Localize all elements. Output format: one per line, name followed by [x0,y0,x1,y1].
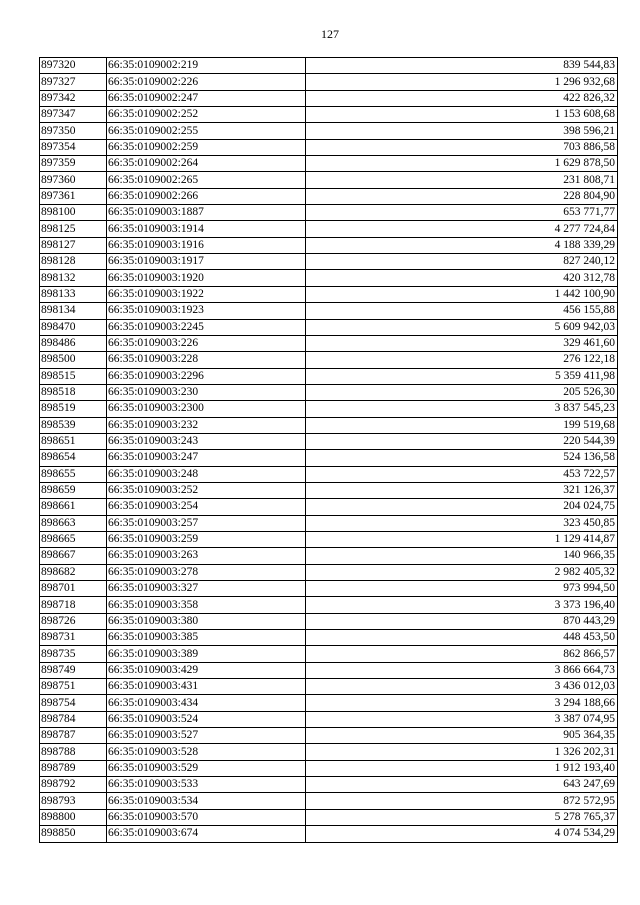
row-number-cell: 898793 [40,793,107,809]
table-row [40,744,618,760]
cadastral-value-cell: 3 866 664,73 [306,662,618,678]
table-row [40,482,618,498]
row-number-cell: 898470 [40,319,107,335]
table-row [40,58,618,74]
table-row [40,221,618,237]
table-row [40,270,618,286]
table-row [40,417,618,433]
table-row [40,368,618,384]
cadastral-number-cell: 66:35:0109003:2296 [107,368,306,384]
cadastral-number-cell: 66:35:0109002:219 [107,58,306,74]
cadastral-value-cell: 199 519,68 [306,417,618,433]
cadastral-number-cell: 66:35:0109003:228 [107,352,306,368]
cadastral-value-cell: 3 294 188,66 [306,695,618,711]
cadastral-number-cell: 66:35:0109003:252 [107,482,306,498]
cadastral-value-cell: 5 609 942,03 [306,319,618,335]
cadastral-value-cell: 3 373 196,40 [306,597,618,613]
row-number-cell: 898701 [40,581,107,597]
cadastral-number-cell: 66:35:0109003:380 [107,613,306,629]
row-number-cell: 898787 [40,728,107,744]
cadastral-value-cell: 204 024,75 [306,499,618,515]
cadastral-number-cell: 66:35:0109002:252 [107,107,306,123]
cadastral-value-cell: 3 387 074,95 [306,711,618,727]
row-number-cell: 898515 [40,368,107,384]
table-row [40,401,618,417]
cadastral-number-cell: 66:35:0109003:254 [107,499,306,515]
row-number-cell: 898665 [40,531,107,547]
cadastral-value-cell: 323 450,85 [306,515,618,531]
table-row [40,695,618,711]
table-row [40,809,618,825]
table-row [40,107,618,123]
page-number: 127 [321,27,339,41]
table-row [40,793,618,809]
table-body [40,58,618,843]
cadastral-value-cell: 703 886,58 [306,139,618,155]
cadastral-value-cell: 4 188 339,29 [306,237,618,253]
cadastral-value-cell: 3 436 012,03 [306,679,618,695]
cadastral-number-cell: 66:35:0109003:259 [107,531,306,547]
table-row [40,581,618,597]
table-row [40,188,618,204]
cadastral-value-cell: 140 966,35 [306,548,618,564]
cadastral-number-cell: 66:35:0109003:327 [107,581,306,597]
table-row [40,531,618,547]
cadastral-value-cell: 1 442 100,90 [306,286,618,302]
row-number-cell: 898100 [40,205,107,221]
row-number-cell: 898518 [40,384,107,400]
cadastral-value-cell: 231 808,71 [306,172,618,188]
cadastral-number-cell: 66:35:0109003:534 [107,793,306,809]
cadastral-number-cell: 66:35:0109003:1887 [107,205,306,221]
row-number-cell: 898682 [40,564,107,580]
cadastral-number-cell: 66:35:0109003:431 [107,679,306,695]
table-row [40,499,618,515]
cadastral-value-cell: 872 572,95 [306,793,618,809]
table-row [40,450,618,466]
row-number-cell: 897347 [40,107,107,123]
row-number-cell: 897354 [40,139,107,155]
table-row [40,139,618,155]
row-number-cell: 898128 [40,254,107,270]
table-row [40,777,618,793]
cadastral-number-cell: 66:35:0109003:2300 [107,401,306,417]
table-row [40,564,618,580]
cadastral-value-cell: 862 866,57 [306,646,618,662]
row-number-cell: 897361 [40,188,107,204]
cadastral-value-cell: 905 364,35 [306,728,618,744]
row-number-cell: 898651 [40,433,107,449]
row-number-cell: 898749 [40,662,107,678]
row-number-cell: 898519 [40,401,107,417]
table-row [40,597,618,613]
table-row [40,515,618,531]
row-number-cell: 898754 [40,695,107,711]
table-row [40,156,618,172]
cadastral-value-cell: 5 359 411,98 [306,368,618,384]
row-number-cell: 898663 [40,515,107,531]
row-number-cell: 898726 [40,613,107,629]
row-number-cell: 898500 [40,352,107,368]
table-row [40,74,618,90]
cadastral-number-cell: 66:35:0109003:248 [107,466,306,482]
cadastral-value-cell: 422 826,32 [306,90,618,106]
cadastral-value-cell: 1 629 878,50 [306,156,618,172]
row-number-cell: 898788 [40,744,107,760]
cadastral-number-cell: 66:35:0109003:529 [107,760,306,776]
cadastral-number-cell: 66:35:0109002:226 [107,74,306,90]
table-row [40,172,618,188]
cadastral-number-cell: 66:35:0109002:255 [107,123,306,139]
cadastral-value-cell: 2 982 405,32 [306,564,618,580]
cadastral-value-cell: 1 296 932,68 [306,74,618,90]
table-row [40,548,618,564]
cadastral-value-cell: 453 722,57 [306,466,618,482]
cadastral-number-cell: 66:35:0109003:257 [107,515,306,531]
cadastral-number-cell: 66:35:0109003:232 [107,417,306,433]
cadastral-value-cell: 329 461,60 [306,335,618,351]
cadastral-value-cell: 398 596,21 [306,123,618,139]
cadastral-value-cell: 827 240,12 [306,254,618,270]
table-row [40,205,618,221]
row-number-cell: 898655 [40,466,107,482]
cadastral-value-cell: 524 136,58 [306,450,618,466]
row-number-cell: 898539 [40,417,107,433]
cadastral-number-cell: 66:35:0109003:358 [107,597,306,613]
cadastral-number-cell: 66:35:0109003:434 [107,695,306,711]
cadastral-value-cell: 870 443,29 [306,613,618,629]
table-row [40,760,618,776]
cadastral-value-table [39,57,618,843]
cadastral-value-cell: 220 544,39 [306,433,618,449]
cadastral-number-cell: 66:35:0109003:528 [107,744,306,760]
table-row [40,613,618,629]
cadastral-number-cell: 66:35:0109003:2245 [107,319,306,335]
row-number-cell: 898125 [40,221,107,237]
cadastral-value-cell: 973 994,50 [306,581,618,597]
cadastral-value-cell: 1 326 202,31 [306,744,618,760]
cadastral-number-cell: 66:35:0109003:429 [107,662,306,678]
row-number-cell: 898659 [40,482,107,498]
cadastral-number-cell: 66:35:0109003:524 [107,711,306,727]
table-row [40,90,618,106]
row-number-cell: 898850 [40,826,107,842]
cadastral-value-cell: 276 122,18 [306,352,618,368]
row-number-cell: 897327 [40,74,107,90]
cadastral-number-cell: 66:35:0109003:247 [107,450,306,466]
table-row [40,335,618,351]
cadastral-number-cell: 66:35:0109003:527 [107,728,306,744]
row-number-cell: 898132 [40,270,107,286]
cadastral-number-cell: 66:35:0109003:1916 [107,237,306,253]
cadastral-number-cell: 66:35:0109003:243 [107,433,306,449]
row-number-cell: 897360 [40,172,107,188]
cadastral-value-cell: 1 912 193,40 [306,760,618,776]
table-row [40,466,618,482]
row-number-cell: 898133 [40,286,107,302]
cadastral-number-cell: 66:35:0109003:1923 [107,303,306,319]
table-row [40,679,618,695]
cadastral-number-cell: 66:35:0109003:389 [107,646,306,662]
cadastral-number-cell: 66:35:0109003:1917 [107,254,306,270]
cadastral-value-cell: 456 155,88 [306,303,618,319]
cadastral-value-cell: 205 526,30 [306,384,618,400]
cadastral-value-cell: 1 153 608,68 [306,107,618,123]
cadastral-value-cell: 839 544,83 [306,58,618,74]
table-row [40,662,618,678]
row-number-cell: 898800 [40,809,107,825]
row-number-cell: 898661 [40,499,107,515]
cadastral-number-cell: 66:35:0109002:247 [107,90,306,106]
cadastral-number-cell: 66:35:0109003:1920 [107,270,306,286]
row-number-cell: 898654 [40,450,107,466]
row-number-cell: 898789 [40,760,107,776]
cadastral-number-cell: 66:35:0109003:385 [107,630,306,646]
cadastral-number-cell: 66:35:0109002:266 [107,188,306,204]
cadastral-number-cell: 66:35:0109003:263 [107,548,306,564]
cadastral-number-cell: 66:35:0109002:265 [107,172,306,188]
row-number-cell: 898486 [40,335,107,351]
table-row [40,384,618,400]
cadastral-number-cell: 66:35:0109003:570 [107,809,306,825]
cadastral-number-cell: 66:35:0109002:264 [107,156,306,172]
row-number-cell: 898127 [40,237,107,253]
cadastral-number-cell: 66:35:0109003:674 [107,826,306,842]
cadastral-value-cell: 3 837 545,23 [306,401,618,417]
cadastral-number-cell: 66:35:0109002:259 [107,139,306,155]
cadastral-value-cell: 4 074 534,29 [306,826,618,842]
cadastral-value-cell: 321 126,37 [306,482,618,498]
cadastral-number-cell: 66:35:0109003:230 [107,384,306,400]
cadastral-value-cell: 643 247,69 [306,777,618,793]
table-row [40,728,618,744]
cadastral-value-cell: 5 278 765,37 [306,809,618,825]
cadastral-number-cell: 66:35:0109003:533 [107,777,306,793]
table-row [40,433,618,449]
cadastral-number-cell: 66:35:0109003:226 [107,335,306,351]
cadastral-value-cell: 448 453,50 [306,630,618,646]
row-number-cell: 897350 [40,123,107,139]
table-row [40,646,618,662]
cadastral-value-cell: 653 771,77 [306,205,618,221]
cadastral-value-cell: 1 129 414,87 [306,531,618,547]
cadastral-number-cell: 66:35:0109003:278 [107,564,306,580]
table-row [40,123,618,139]
table-row [40,711,618,727]
row-number-cell: 898784 [40,711,107,727]
table-row [40,826,618,842]
cadastral-value-cell: 420 312,78 [306,270,618,286]
table-row [40,286,618,302]
cadastral-value-cell: 4 277 724,84 [306,221,618,237]
table-row [40,319,618,335]
row-number-cell: 898731 [40,630,107,646]
row-number-cell: 898751 [40,679,107,695]
table-row [40,237,618,253]
row-number-cell: 897359 [40,156,107,172]
row-number-cell: 898792 [40,777,107,793]
row-number-cell: 898718 [40,597,107,613]
table-row [40,630,618,646]
cadastral-number-cell: 66:35:0109003:1922 [107,286,306,302]
row-number-cell: 898735 [40,646,107,662]
table-row [40,352,618,368]
row-number-cell: 897320 [40,58,107,74]
row-number-cell: 898667 [40,548,107,564]
cadastral-number-cell: 66:35:0109003:1914 [107,221,306,237]
table-row [40,254,618,270]
row-number-cell: 897342 [40,90,107,106]
cadastral-value-cell: 228 804,90 [306,188,618,204]
row-number-cell: 898134 [40,303,107,319]
table-row [40,303,618,319]
